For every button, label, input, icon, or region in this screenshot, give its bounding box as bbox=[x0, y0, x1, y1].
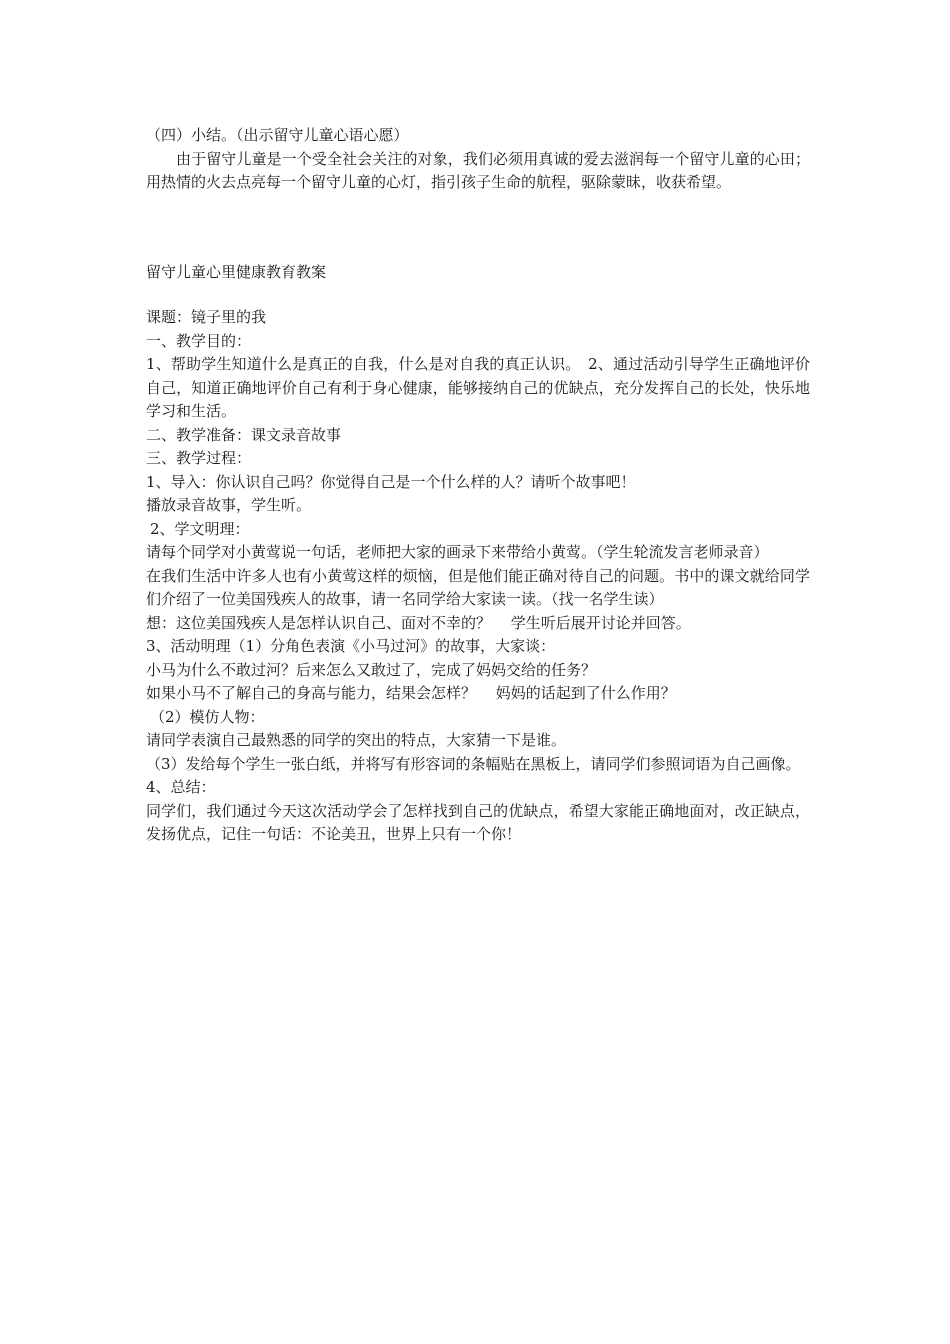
step2-question: 想：这位美国残疾人是怎样认识自己、面对不幸的？ 学生听后展开讨论并回答。 bbox=[146, 613, 691, 632]
preparation-line: 二、教学准备：课文录音故事 bbox=[146, 425, 342, 444]
step3-sub3: （3）发给每个学生一张白纸，并将写有形容词的条幅贴在黑板上，请同学们参照词语为自己画像。 bbox=[146, 754, 801, 773]
step2-line: 2、学文明理： bbox=[150, 519, 250, 538]
document-body bbox=[146, 124, 810, 847]
step3-line: 3、活动明理（1）分角色表演《小马过河》的故事，大家谈： bbox=[146, 637, 556, 655]
lesson-topic: 课题：镜子里的我 bbox=[146, 308, 267, 326]
step4-line: 4、总结： bbox=[146, 778, 216, 796]
spacer bbox=[146, 195, 810, 261]
process-heading: 三、教学过程： bbox=[146, 449, 252, 467]
objectives-text: 1、帮助学生知道什么是真正的自我，什么是对自我的真正认识。 2、通过活动引导学生正确地评价自己，知道正确地评价自己有利于身心健康，能够接纳自己的优缺点，充分发挥自己的长处，快乐地学习和生活。 bbox=[146, 355, 810, 420]
step3-question-2: 如果小马不了解自己的身高与能力，结果会怎样？ 妈妈的话起到了什么作用？ bbox=[146, 684, 676, 702]
step1-detail: 播放录音故事，学生听。 bbox=[146, 496, 312, 514]
step3-sub2: （2）模仿人物： bbox=[150, 707, 265, 726]
section-four-paragraph: 由于留守儿童是一个受全社会关注的对象，我们必须用真诚的爱去滋润每一个留守儿童的心田；用热情的火去点亮每一个留守儿童的心灯，指引孩子生命的航程，驱除蒙昧，收获希望。 bbox=[146, 149, 810, 191]
lesson-plan-title: 留守儿童心里健康教育教案 bbox=[146, 262, 327, 281]
objectives-heading: 一、教学目的： bbox=[146, 331, 252, 350]
step4-detail: 同学们，我们通过今天这次活动学会了怎样找到自己的优缺点，希望大家能正确地面对，改正缺点，发扬优点，记住一句话：不论美丑，世界上只有一个你！ bbox=[146, 801, 810, 843]
step2-story: 在我们生活中许多人也有小黄莺这样的烦恼，但是他们能正确对待自己的问题。书中的课文就给同学们介绍了一位美国残疾人的故事，请一名同学给大家读一读。（找一名学生读） bbox=[146, 566, 810, 608]
step2-detail: 请每个同学对小黄莺说一句话，老师把大家的画录下来带给小黄莺。（学生轮流发言老师录音） bbox=[146, 543, 769, 561]
step3-sub2-detail: 请同学表演自己最熟悉的同学的突出的特点，大家猜一下是谁。 bbox=[146, 731, 567, 749]
section-four-heading: （四）小结。（出示留守儿童心语心愿） bbox=[146, 126, 409, 144]
step3-question-1: 小马为什么不敢过河？后来怎么又敢过了，完成了妈妈交给的任务？ bbox=[146, 660, 597, 679]
step1-line: 1、导入：你认识自己吗？你觉得自己是一个什么样的人？请听个故事吧！ bbox=[146, 472, 636, 491]
spacer bbox=[146, 284, 810, 306]
